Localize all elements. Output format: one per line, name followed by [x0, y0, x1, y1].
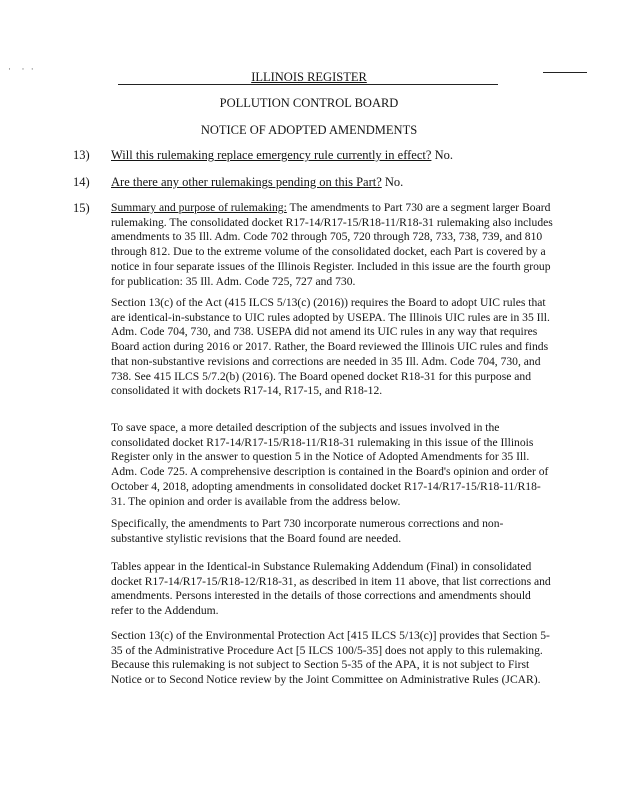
- paragraph: Tables appear in the Identical-in Substance Rulemaking Addendum (Final) in consolidated docket R17-14/R17-15/R18-12/R18-31, as described in item 11 above, that list corrections and amendments. Persons interested in the details of those corrections and amendments should refer to the Addendum.: [111, 560, 551, 618]
- paragraph: Specifically, the amendments to Part 730 incorporate numerous corrections and non-substantive stylistic revisions that the Board found are needed.: [111, 517, 504, 545]
- notice-title: NOTICE OF ADOPTED AMENDMENTS: [200, 123, 418, 137]
- item-number: 14): [73, 175, 90, 189]
- item-answer: No.: [434, 148, 453, 162]
- item-question-line: [111, 148, 453, 163]
- item-number: 15): [73, 201, 90, 215]
- paragraph: To save space, a more detailed description of the subjects and issues involved in the consolidated docket R17-14/R17-15/R18-11/R18-31 rulemaking in this issue of the Illinois Register only in the answer to question 5 in the Notice of Adopted Amendments for 35 Ill. Adm. Code 725. A comprehensive description is contained in the Board's opinion and order of October 4, 2018, adopting amendments in consolidated docket R17-14/R17-15/R18-11/R18-31. The opinion and order is available from the address below.: [111, 421, 549, 508]
- register-header: ILLINOIS REGISTER: [251, 70, 367, 84]
- item-answer: No.: [384, 175, 404, 189]
- item-question: Are there any other rulemakings pending on this Part?: [111, 175, 382, 189]
- paragraph-text: The amendments to Part 730 are a segment larger Board rulemaking. The consolidated docket R17-14/R17-15/R18-11/R18-31 rulemaking also includes amendments to 35 Ill. Adm. Code 702 through 705, 720 through 728, 733, 738, 739, and 810 through 812. Due to the extreme volume of the consolidated docket, each Part is covered by a notice in four separate issues of the Illinois Register. Included in this issue are the fourth group for publication: 35 Ill. Adm. Code 725, 727 and 730.: [111, 201, 553, 288]
- board-title: POLLUTION CONTROL BOARD: [219, 96, 399, 110]
- item-question: Will this rulemaking replace emergency rule currently in effect?: [111, 148, 432, 162]
- header-rule: [118, 84, 498, 85]
- item-question-line: [111, 175, 403, 190]
- paragraph: Section 13(c) of the Act (415 ILCS 5/13(c) (2016)) requires the Board to adopt UIC rules that are identical-in-substance to UIC rules adopted by USEPA. The Illinois UIC rules are in 35 Ill. Adm. Code 704, 730, and 738. USEPA did not amend its UIC rules in any way that requires Board action during 2016 or 2017. Rather, the Board reviewed the Illinois UIC rules and finds that non-substantive revisions and corrections are needed in 35 Ill. Adm. Code 704, 730, and 738. See 415 ILCS 5/7.2(b) (2016). The Board opened docket R18-31 for this purpose and consolidated it with dockets R17-14, R17-15, and R18-12.: [111, 296, 550, 398]
- item-question: Summary and purpose of rulemaking:: [111, 201, 287, 214]
- scan-artifact-left: · · ·: [8, 64, 36, 74]
- item-number: 13): [73, 148, 90, 162]
- summary-paragraph: [111, 201, 553, 289]
- paragraph: Section 13(c) of the Environmental Protection Act [415 ILCS 5/13(c)] provides that Section 5-35 of the Administrative Procedure Act [5 ILCS 100/5-35] does not apply to this rulemaking. Because this rulemaking is not subject to Section 5-35 of the APA, it is not subject to First Notice or to Second Notice review by the Joint Committee on Administrative Rules (JCAR).: [111, 629, 550, 687]
